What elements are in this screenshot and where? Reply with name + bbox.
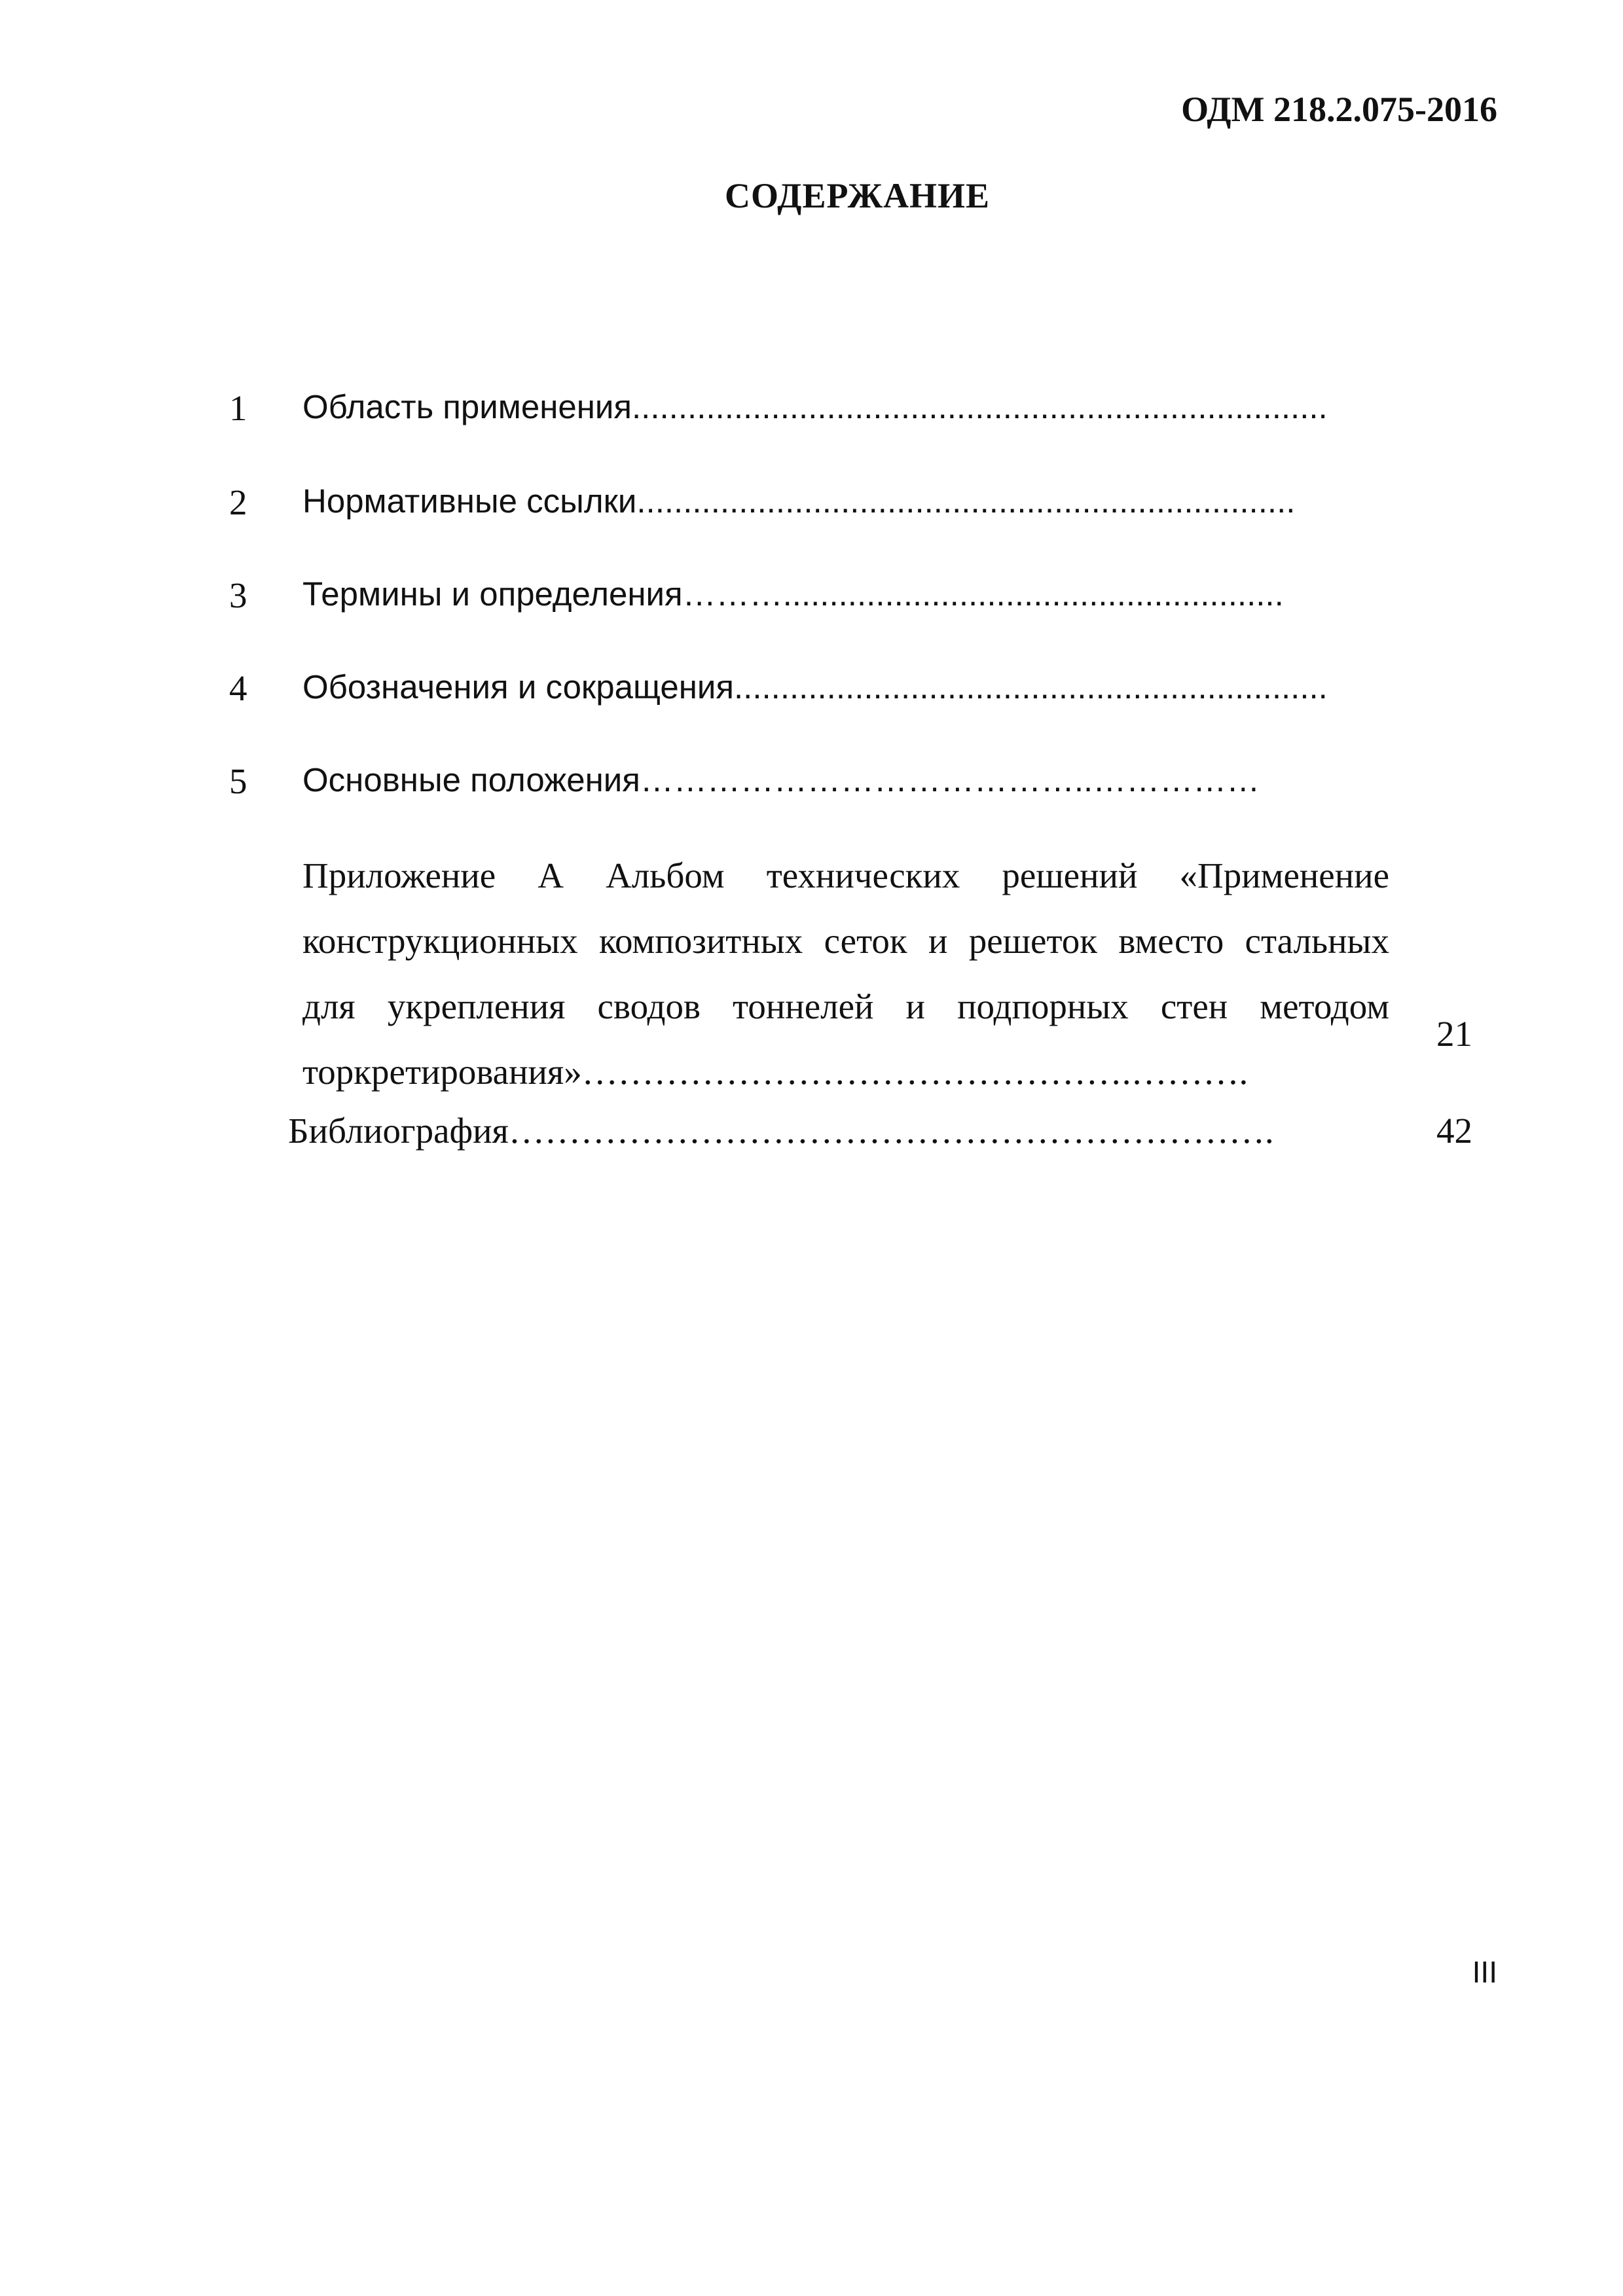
toc-entry-text: Обозначения и сокращения................................................................ (302, 668, 1328, 706)
document-code: ОДМ 218.2.075-2016 (1181, 90, 1497, 129)
page-title: СОДЕРЖАНИЕ (725, 176, 990, 215)
toc-entry-page: 21 (1436, 1014, 1472, 1054)
toc-entry-bibliography[interactable]: Библиография………………………………………………………. (288, 1111, 1274, 1151)
toc-entry-text: Область применения........................................................................... (302, 388, 1328, 425)
toc-entry-number: 1 (229, 388, 247, 428)
toc-entry-appendix[interactable] (302, 843, 1389, 1105)
toc-entry-number: 3 (229, 575, 247, 615)
toc-entry-number: 4 (229, 668, 247, 708)
appendix-line: конструкционных композитных сеток и решеток вместо стальных (302, 921, 1389, 961)
appendix-line: торкретирования»……………………………………….………. (302, 1052, 1249, 1092)
toc-entry-number: 5 (229, 761, 247, 801)
toc-entry-number: 2 (229, 482, 247, 522)
appendix-line: Приложение А Альбом технических решений «Применение (302, 855, 1389, 895)
page-number: III (1472, 1955, 1497, 1989)
toc-entry-text: Нормативные ссылки....................................................................... (302, 482, 1296, 520)
toc-entry-text: Термины и определения………...................................................... (302, 575, 1284, 613)
appendix-line: для укрепления сводов тоннелей и подпорных стен методом (302, 986, 1389, 1026)
toc-entry-page: 42 (1436, 1111, 1472, 1151)
toc-entry-text: Основные положения…………………………………..…………… (302, 761, 1260, 798)
